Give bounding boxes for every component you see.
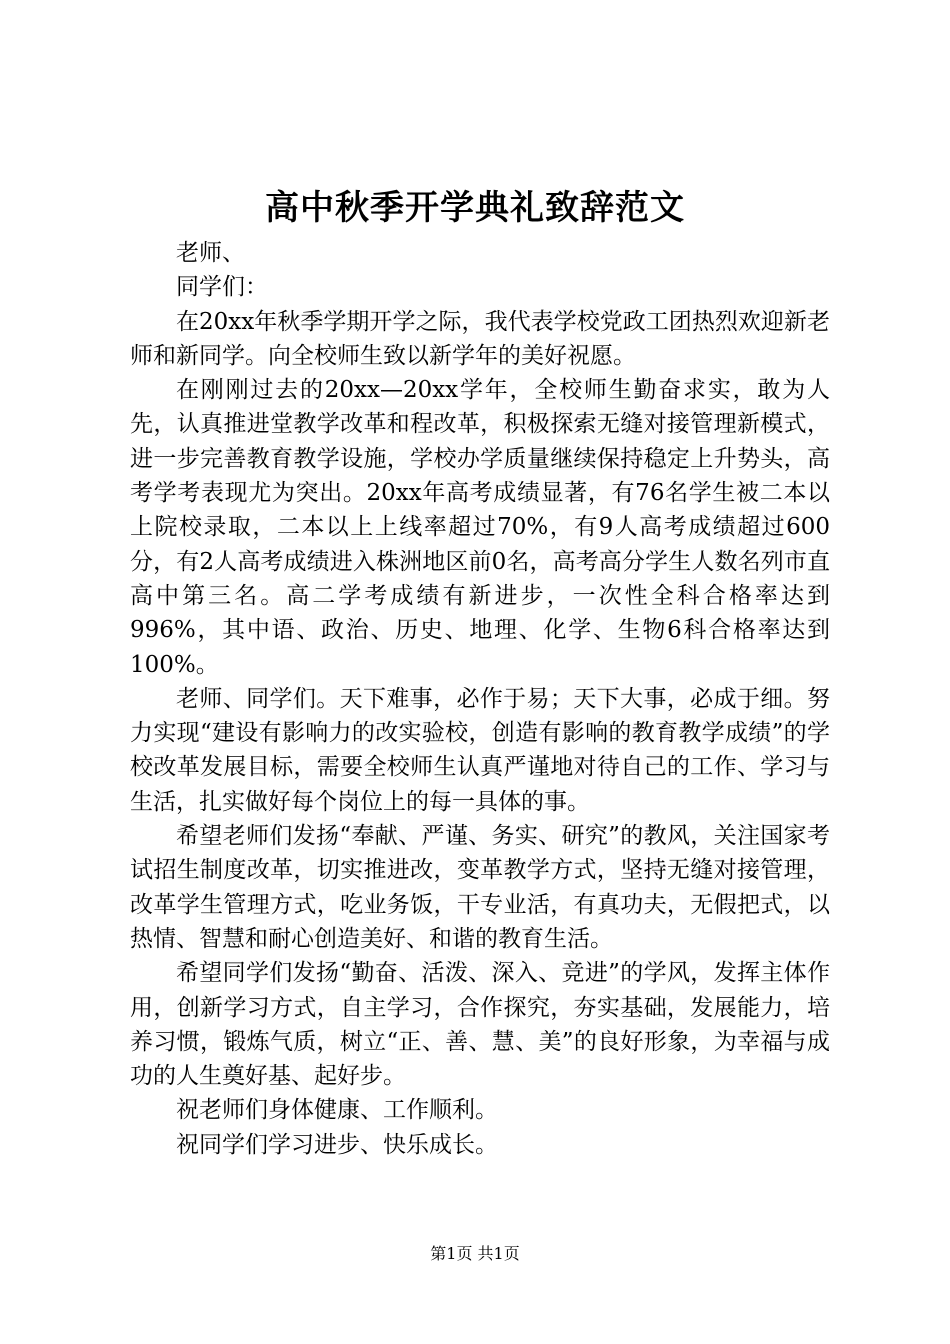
paragraph-teachers-hope: 希望老师们发扬“奉献、严谨、务实、研究”的教风，关注国家考试招生制度改革，切实推进改，变革教学方式，坚持无缝对接管理，改革学生管理方式，吃业务饭，干专业活，有真功夫，无假把式，以热情、智慧和耐心创造美好、和谐的教育生活。 [130,823,830,952]
wish-students: 祝同学们学习进步、快乐成长。 [176,1131,498,1158]
salutation-teachers: 老师、 [176,240,245,266]
paragraph-welcome: 在20xx年秋季学期开学之际，我代表学校党政工团热烈欢迎新老师和新同学。向全校师生致以新学年的美好祝愿。 [130,308,830,369]
document-body [130,236,830,1162]
salutation-students: 同学们： [176,274,268,301]
document-title: 高中秋季开学典礼致辞范文 [265,188,685,228]
paragraph-students-hope: 希望同学们发扬“勤奋、活泼、深入、竞进”的学风，发挥主体作用，创新学习方式，自主学习，合作探究，夯实基础，发展能力，培养习惯，锻炼气质，树立“正、善、慧、美”的良好形象，为幸福与成功的人生奠好基、起好步。 [130,960,830,1090]
wish-teachers: 祝老师们身体健康、工作顺利。 [176,1097,498,1124]
page-footer: 第1页 共1页 [430,1244,520,1263]
paragraph-goals: 老师、同学们。天下难事，必作于易；天下大事，必成于细。努力实现“建设有影响力的改实验校，创造有影响的教育教学成绩”的学校改革发展目标，需要全校师生认真严谨地对待自己的工作、学习与生活，扎实做好每个岗位上的每一具体的事。 [130,685,830,815]
paragraph-achievements: 在刚刚过去的20xx—20xx学年，全校师生勤奋求实，敢为人先，认真推进堂教学改革和程改革，积极探索无缝对接管理新模式，进一步完善教育教学设施，学校办学质量继续保持稳定上升势头，高考学考表现尤为突出。20xx年高考成绩显著，有76名学生被二本以上院校录取，二本以上上线率超过70%，有9人高考成绩超过600分，有2人高考成绩进入株洲地区前0名，高考高分学生人数名列市直高中第三名。高二学考成绩有新进步，一次性全科合格率达到996%，其中语、政治、历史、地理、化学、生物6科合格率达到100%。 [130,377,830,678]
